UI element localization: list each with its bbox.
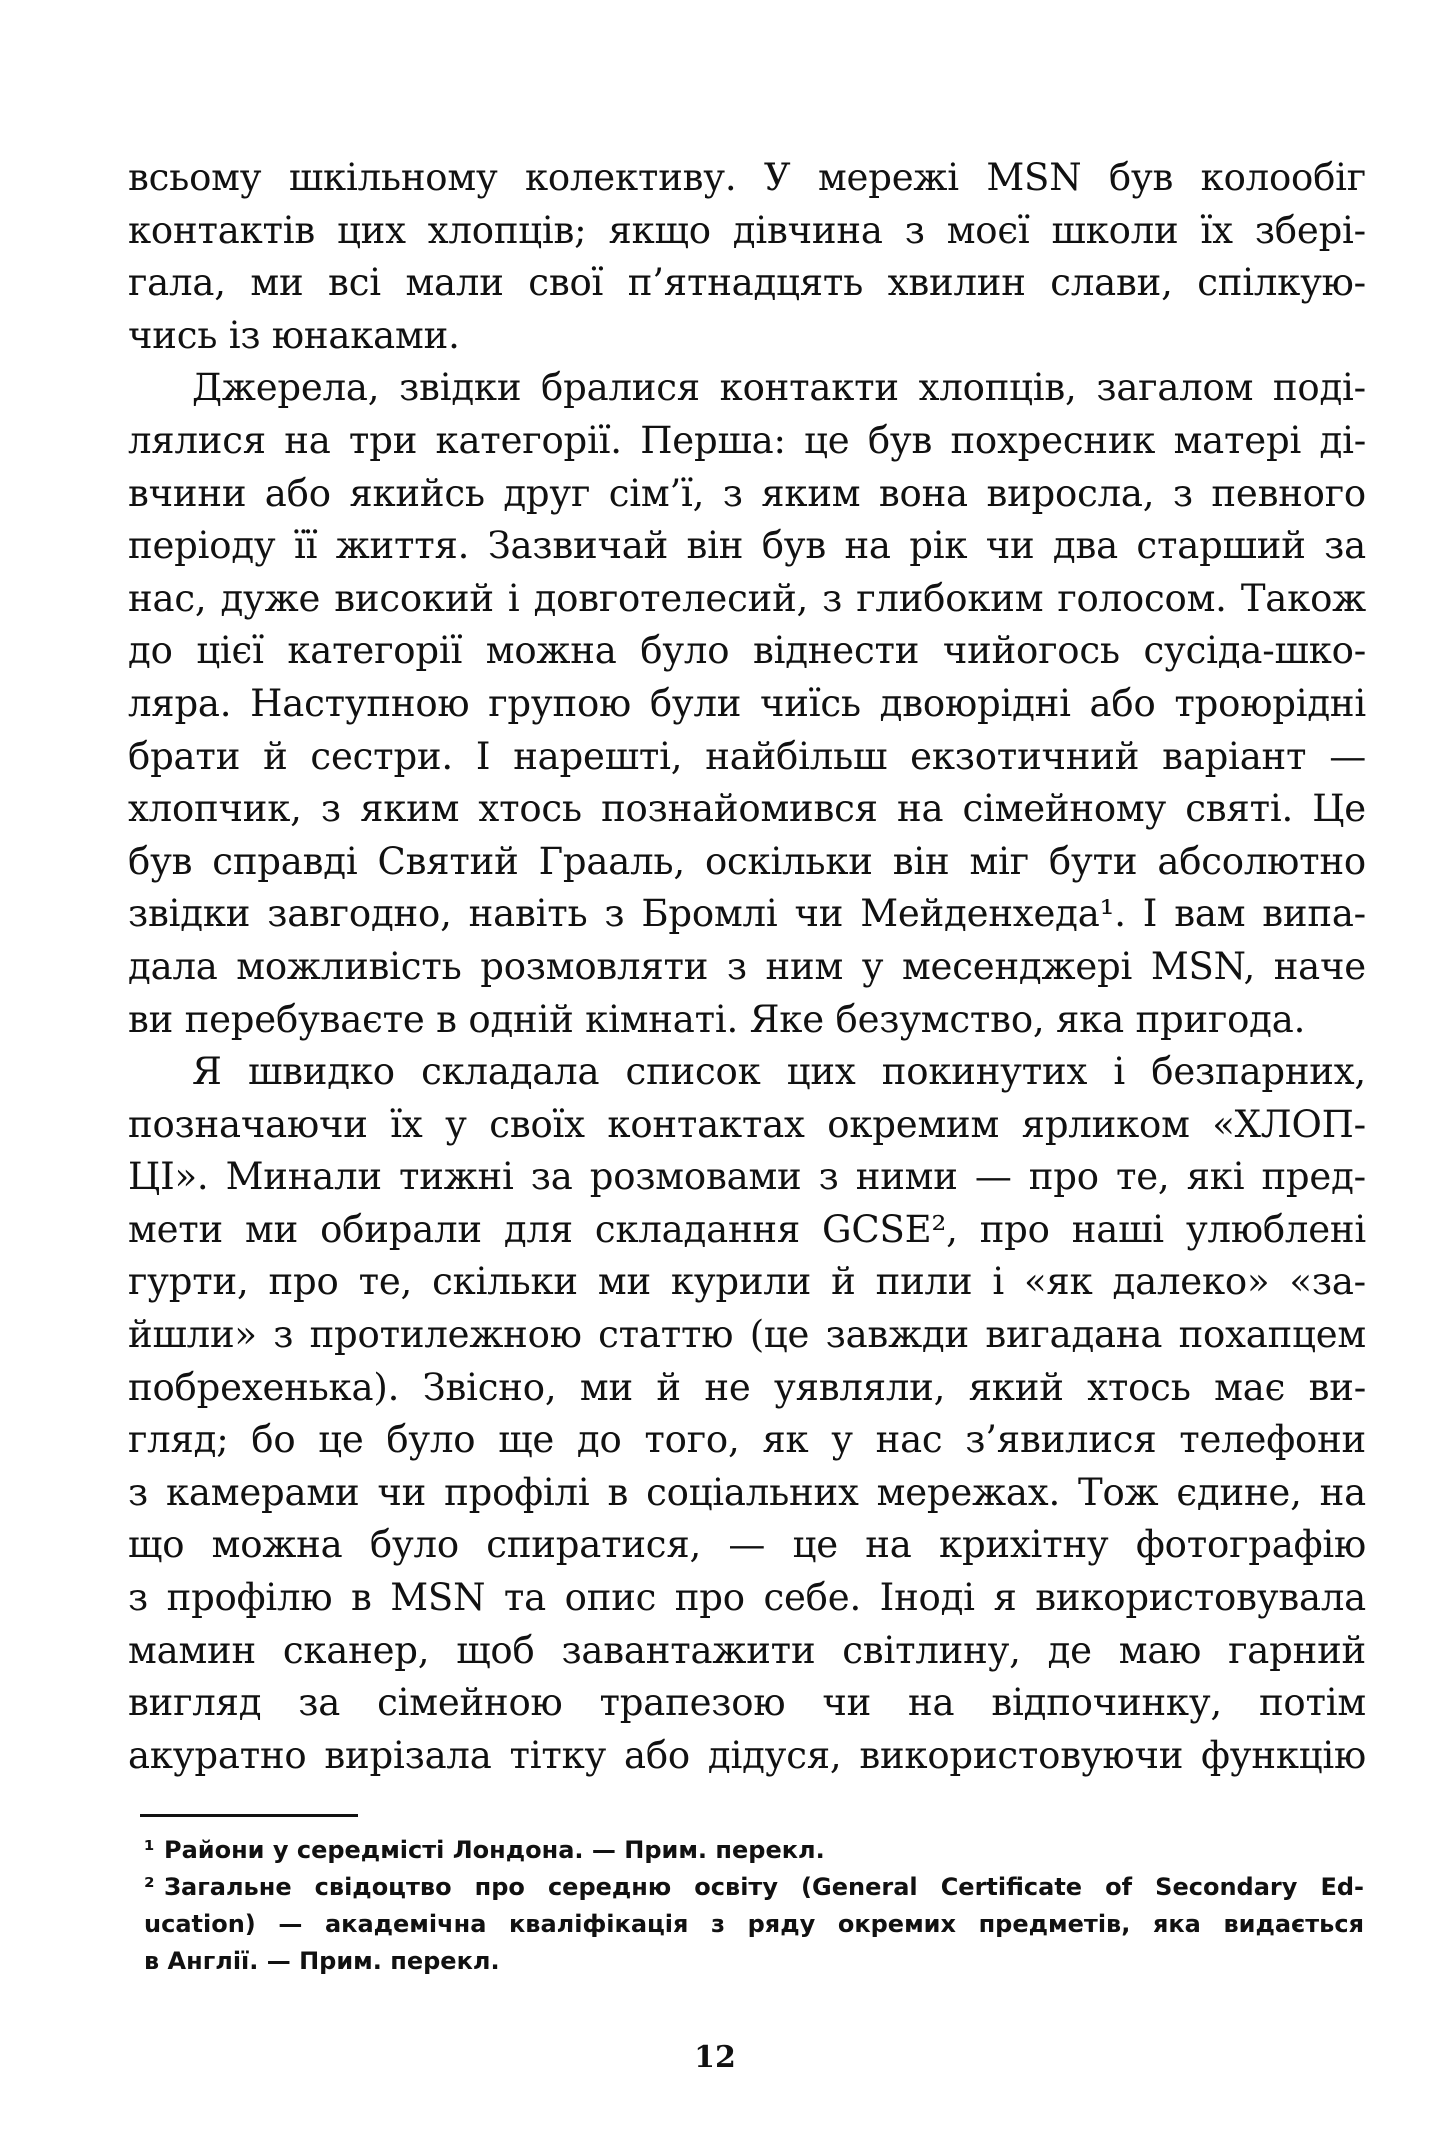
footnote-2 xyxy=(144,1869,1364,1980)
text-line: акуратно вирізала тітку або дідуся, використовуючи функцію xyxy=(128,1733,1366,1777)
text-line: Я швидко складала список цих покинутих і безпарних, xyxy=(192,1050,1366,1094)
page-number: 12 xyxy=(694,2040,736,2075)
text-line: всьому шкільному колективу. У мережі MSN був колообіг xyxy=(128,156,1366,199)
text-line: контактів цих хлопців; якщо дівчина з моєї школи їх збері- xyxy=(128,208,1366,252)
text-line: чись із юнаками. xyxy=(128,313,460,357)
paragraph-3 xyxy=(128,1046,1366,1782)
text-line: гала, ми всі мали свої п’ятнадцять хвилин слави, спілкую- xyxy=(128,261,1366,305)
text-line: був справді Святий Грааль, оскільки він міг бути абсолютно xyxy=(128,839,1366,883)
paragraph-1 xyxy=(128,152,1366,362)
footnote-divider xyxy=(140,1814,358,1817)
footnote-1 xyxy=(144,1832,1364,1869)
text-line: до цієї категорії можна було віднести чийогось сусіда-шко- xyxy=(128,629,1366,673)
footnote-mark: ² xyxy=(144,1873,155,1901)
footnote-line xyxy=(144,1832,1364,1869)
text-line: побрехенька). Звісно, ми й не уявляли, який хтось має ви- xyxy=(128,1365,1366,1409)
paragraph-2 xyxy=(128,362,1366,1046)
text-line: вчини або якийсь друг сім’ї, з яким вона виросла, з певного xyxy=(128,471,1366,515)
text-line: нас, дуже високий і довготелесий, з глибоким голосом. Також xyxy=(128,576,1366,620)
footnote-mark: ¹ xyxy=(144,1836,155,1864)
text-line: мамин сканер, щоб завантажити світлину, де маю гарний xyxy=(128,1628,1366,1672)
text-line: гляд; бо це було ще до того, як у нас з’явилися телефони xyxy=(128,1418,1366,1462)
text-line: звідки завгодно, навіть з Бромлі чи Мейденхеда¹. І вам випа- xyxy=(128,892,1366,936)
text-line: що можна було спиратися, — це на крихітну фотографію xyxy=(128,1523,1366,1567)
text-line: лялися на три категорії. Перша: це був похресник матері ді- xyxy=(128,418,1366,462)
footnotes xyxy=(144,1832,1364,1980)
text-line: ЦІ». Минали тижні за розмовами з ними — про те, які пред- xyxy=(128,1155,1366,1199)
footnote-text: Райони у середмісті Лондона. — Прим. перекл. xyxy=(164,1836,825,1864)
footnote-line: в Англії. — Прим. перекл. xyxy=(144,1947,500,1975)
text-line: вигляд за сімейною трапезою чи на відпочинку, потім xyxy=(128,1681,1366,1725)
text-line: позначаючи їх у своїх контактах окремим ярликом «ХЛОП- xyxy=(128,1102,1366,1146)
text-line: брати й сестри. І нарешті, найбільш екзотичний варіант — xyxy=(128,734,1366,778)
text-line: з профілю в MSN та опис про себе. Іноді я використовувала xyxy=(128,1576,1366,1620)
text-line: ви перебуваєте в одній кімнаті. Яке безумство, яка пригода. xyxy=(128,997,1306,1041)
text-line: Джерела, звідки бралися контакти хлопців, загалом поді- xyxy=(192,366,1366,410)
text-line: хлопчик, з яким хтось познайомився на сімейному святі. Це xyxy=(128,787,1366,831)
text-line: ляра. Наступною групою були чиїсь двоюрідні або троюрідні xyxy=(128,681,1366,725)
footnote-line xyxy=(144,1869,1364,1906)
page-body xyxy=(128,152,1366,1782)
text-line: періоду її життя. Зазвичай він був на рік чи два старший за xyxy=(128,524,1366,568)
text-line: мети ми обирали для складання GCSE², про наші улюблені xyxy=(128,1207,1366,1251)
text-line: гурти, про те, скільки ми курили й пили і «як далеко» «за- xyxy=(128,1260,1366,1304)
text-line: з камерами чи профілі в соціальних мережах. Тож єдине, на xyxy=(128,1470,1366,1514)
footnote-text: Загальне свідоцтво про середню освіту (General Certificate of Secondary Ed- xyxy=(164,1873,1364,1901)
footnote-line: ucation) — академічна кваліфікація з ряду окремих предметів, яка видається xyxy=(144,1910,1364,1938)
text-line: йшли» з протилежною статтю (це завжди вигадана похапцем xyxy=(128,1313,1366,1357)
text-line: дала можливість розмовляти з ним у месенджері MSN, наче xyxy=(128,944,1366,988)
